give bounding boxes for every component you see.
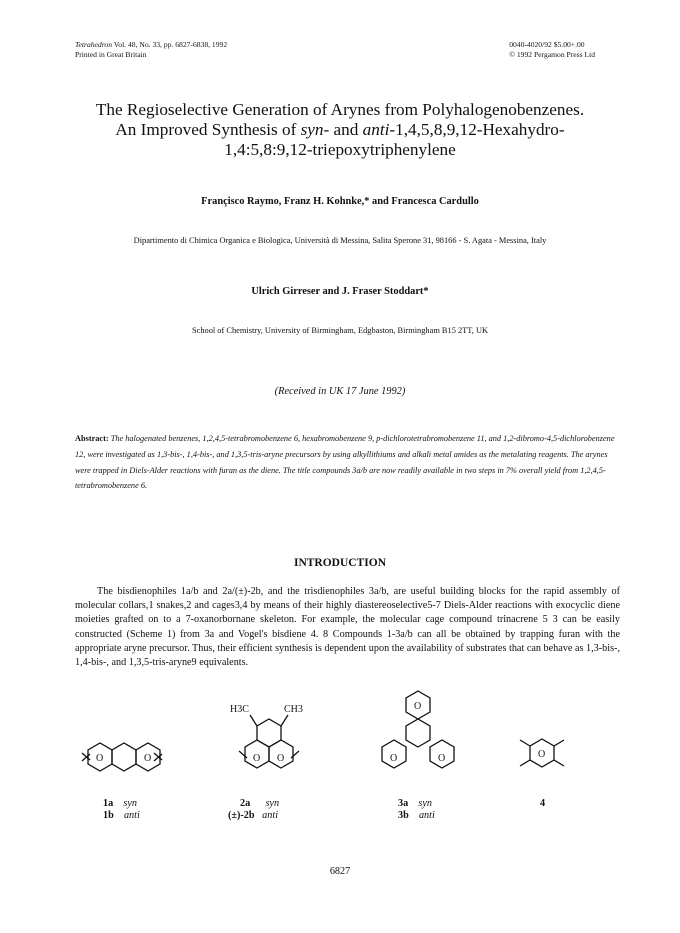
abstract <box>75 431 615 494</box>
bridge-atom: O <box>253 753 261 764</box>
compound-id: (±)-2b <box>228 810 255 821</box>
compound-desc: syn <box>123 798 137 809</box>
intro-paragraph: The bisdienophiles 1a/b and 2a/(±)-2b, and the trisdienophiles 3a/b, are useful building blocks for the rapid assembly of molecular collars,1 snakes,2 and cages3,4 by means of their highly diastereoselective5-7 Diels-Alder reactions with exocyclic diene moieties grafted on to a 7-oxanorbornane skeleton. For example, the molecular cage compound trinacrene 5 3 can be easily constructed (Scheme 1) from 3a and Vogel's bisdiene 4. 8 Compounds 1-3a/b can all be obtained by trapping furan with the appropriate aryne precursor. Thus, their efficient synthesis is dependent upon the availability of substrates that can behave as 1,3-bis-, 1,4-bis-, and 1,3,5-tris-aryne9 equivalents. <box>75 586 620 669</box>
compound-desc: anti <box>123 810 140 821</box>
compound-desc: syn <box>265 798 280 809</box>
bridge-atom: O <box>144 753 152 764</box>
compound-1b-label <box>103 810 140 822</box>
structure-1 <box>82 743 162 771</box>
title-text: - and <box>323 120 363 139</box>
title-line-3: 1,4:5,8:9,12-triepoxytriphenylene <box>224 140 456 159</box>
citation: Vol. 48, No. 33, pp. 6827-6838, 1992 <box>113 40 228 49</box>
title-text: An Improved Synthesis of <box>115 120 301 139</box>
compound-desc: anti <box>262 810 279 821</box>
compound-1a-label <box>103 798 137 810</box>
structure-2 <box>230 704 303 768</box>
page-number: 6827 <box>329 866 351 877</box>
abstract-label: Abstract: <box>75 434 109 443</box>
methyl-left: H3C <box>230 704 249 715</box>
journal-header-left <box>75 40 227 60</box>
compound-id: 3b <box>398 810 409 821</box>
compound-id: 2a <box>240 798 251 809</box>
bridge-atom: O <box>96 753 104 764</box>
bridge-atom: O <box>538 749 546 760</box>
affiliation-2: School of Chemistry, University of Birmingham, Edgbaston, Birmingham B15 2TT, UK <box>191 326 489 335</box>
compound-desc: anti <box>418 810 435 821</box>
compound-desc: syn <box>418 798 432 809</box>
section-heading: INTRODUCTION <box>293 557 386 569</box>
bridge-atom: O <box>277 753 285 764</box>
printed-in: Printed in Great Britain <box>75 50 147 59</box>
title-anti: anti <box>362 120 390 139</box>
structure-3 <box>382 691 454 768</box>
copyright: © 1992 Pergamon Press Ltd <box>509 50 595 59</box>
bridge-atom: O <box>438 753 446 764</box>
compound-4-label <box>540 798 545 810</box>
affiliation-1: Dipartimento di Chimica Organica e Biologica, Università di Messina, Salita Sperone 31, 98166 - S. Agata - Messina, Italy <box>133 236 547 245</box>
title-line-2 <box>40 120 640 140</box>
compound-id: 1a <box>103 798 114 809</box>
bridge-atom: O <box>414 701 422 712</box>
authors-group-1: Françisco Raymo, Franz H. Kohnke,* and Francesca Cardullo <box>201 196 479 207</box>
abstract-text: The halogenated benzenes, 1,2,4,5-tetrabromobenzene 6, hexabromobenzene 9, p-dichlorotetrabromobenzene 11, and 1,2-dibromo-4,5-dichlorobenzene 12, were investigated as 1,3-bis-, 1,4-bis-, and 1,3,5-tris-aryne precursors by using alkyllithiums and alkali metal amides as the metalating reagents. The arynes were trapped in Diels-Alder reactions with furan as the diene. The title compounds 3a/b are now readily available in two steps in 7% overall yield from 1,2,4,5-tetrabromobenzene 6. <box>75 434 615 491</box>
compound-id: 1b <box>103 810 114 821</box>
structure-4 <box>520 739 564 767</box>
title-text: -1,4,5,8,9,12-Hexahydro- <box>389 120 565 139</box>
methyl-right: CH3 <box>284 704 303 715</box>
received-date: (Received in UK 17 June 1992) <box>274 386 406 397</box>
authors-group-2: Ulrich Girreser and J. Fraser Stoddart* <box>251 286 429 297</box>
article-title <box>40 100 640 160</box>
compound-2b-label <box>228 810 278 822</box>
compound-3b-label <box>398 810 435 822</box>
chemical-structures <box>60 685 620 845</box>
compound-3a-label <box>398 798 432 810</box>
journal-header-right <box>509 40 595 60</box>
journal-name: Tetrahedron <box>75 40 112 49</box>
title-line-1: The Regioselective Generation of Arynes from Polyhalogenobenzenes. <box>95 100 585 119</box>
issn-price: 0040-4020/92 $5.00+.00 <box>509 40 585 49</box>
compound-id: 4 <box>540 798 546 809</box>
bridge-atom: O <box>390 753 398 764</box>
compound-2a-label <box>240 798 279 810</box>
compound-id: 3a <box>398 798 409 809</box>
title-syn: syn <box>300 120 324 139</box>
